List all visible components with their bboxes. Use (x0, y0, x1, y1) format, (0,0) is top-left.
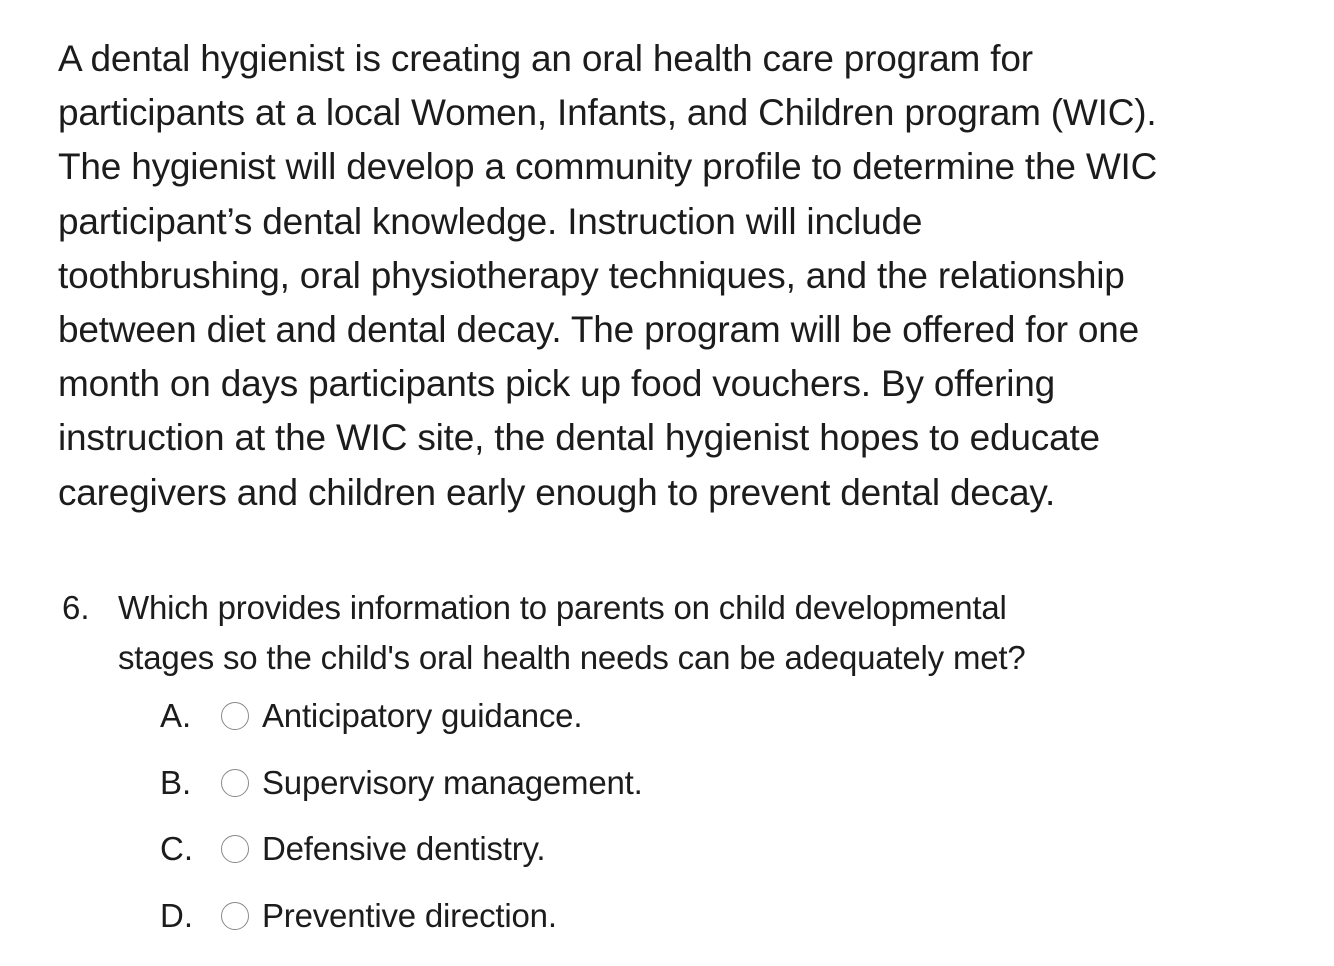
passage-line: participant’s dental knowledge. Instruction will include (58, 200, 923, 242)
question-line: Which provides information to parents on child developmental (118, 589, 1007, 626)
radio-button-b[interactable] (221, 769, 249, 797)
passage-line: month on days participants pick up food vouchers. By offering (58, 363, 1055, 405)
passage-line: instruction at the WIC site, the dental hygienist hopes to educate (58, 417, 1100, 459)
question-line: stages so the child's oral health needs can be adequately met? (118, 639, 1026, 676)
radio-button-a[interactable] (221, 702, 249, 730)
passage-line: A dental hygienist is creating an oral health care program for (58, 38, 1033, 79)
passage-line: between diet and dental decay. The program will be offered for one (58, 309, 1140, 351)
passage-line: The hygienist will develop a community profile to determine the WIC (58, 146, 1158, 188)
radio-button-d[interactable] (221, 902, 249, 930)
passage-text (58, 32, 1258, 520)
passage-line: caregivers and children early enough to prevent dental decay. (58, 471, 1056, 513)
radio-button-c[interactable] (221, 835, 249, 863)
question-text (118, 583, 1026, 683)
option-label[interactable]: Anticipatory guidance. (262, 697, 583, 734)
option-letter: C. (160, 830, 193, 867)
passage-line: toothbrushing, oral physiotherapy techniques, and the relationship (58, 254, 1125, 296)
option-letter: D. (160, 896, 193, 934)
option-letter: B. (160, 763, 192, 801)
passage-line: participants at a local Women, Infants, and Children program (WIC). (58, 92, 1157, 134)
option-label[interactable]: Preventive direction. (262, 896, 557, 934)
option-letter: A. (160, 697, 192, 734)
option-label[interactable]: Supervisory management. (262, 763, 643, 801)
question-number: 6. (62, 589, 90, 626)
option-label[interactable]: Defensive dentistry. (262, 830, 546, 867)
